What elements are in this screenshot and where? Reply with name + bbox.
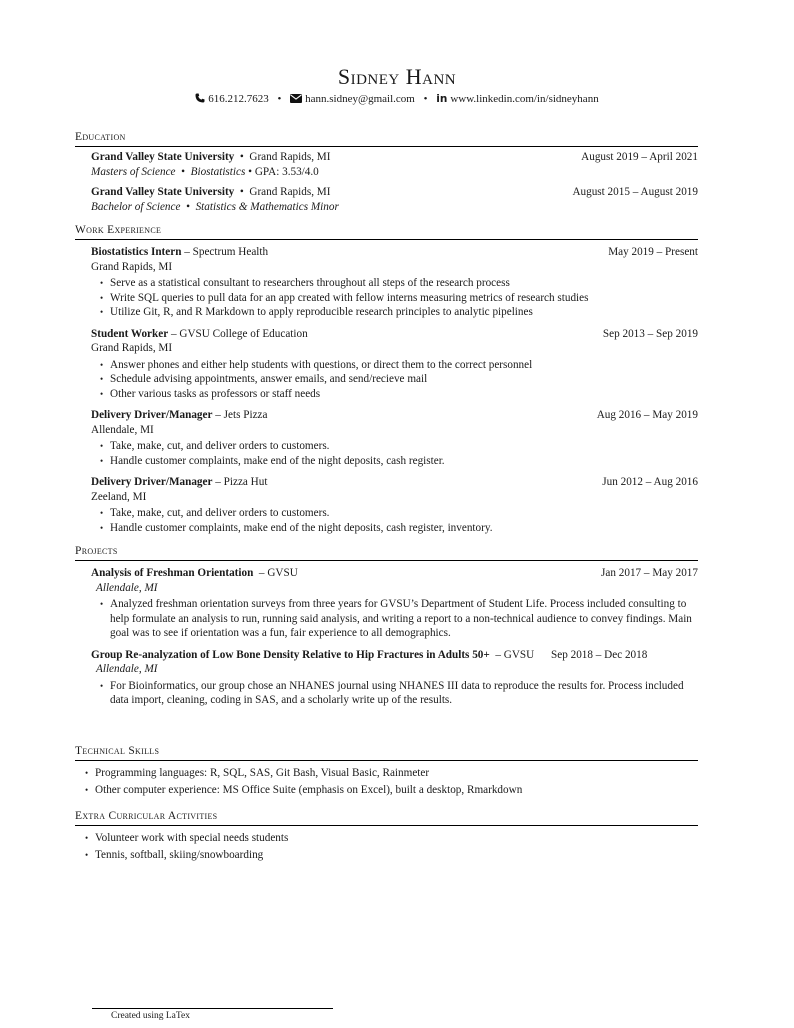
list-item: • Tennis, softball, skiing/snowboarding <box>75 848 698 863</box>
education-entry: Grand Valley State University • Grand Rapids, MI August 2019 – April 2021 Masters of Science • Biostatistics • GPA: 3.53/4.0 <box>91 151 698 178</box>
list-item: • Schedule advising appointments, answer emails, and send/recieve mail <box>91 372 698 387</box>
job-location: Grand Rapids, MI <box>91 342 173 354</box>
separator: • <box>423 93 428 105</box>
list-item: • Volunteer work with special needs students <box>75 831 698 846</box>
project-entry: Analysis of Freshman Orientation – GVSU Jan 2017 – May 2017 Allendale, MI • Analyzed freshman orientation surveys from three years for GVSU’s Department of Student Life. Process included consulting to help formulate an analysis to run, running said analysis, and writing a report to a non-technical audience to convey findings. Main goal was to see if orientation was a fun, fair experience to all demographics. <box>91 566 698 641</box>
dates: Aug 2016 – May 2019 <box>596 409 698 421</box>
school-name: Grand Valley State University <box>91 151 235 163</box>
skills-list <box>75 766 698 797</box>
project-entry: Group Re-analyzation of Low Bone Density Relative to Hip Fractures in Adults 50+ – GVSU Sep 2018 – Dec 2018 Allendale, MI • For Bioinformatics, our group chose an NHANES journal using NHANES III data to reproduce the results for. Process included data import, cleaning, coding in SAS, and a scholarly write up of the results. <box>91 648 698 708</box>
list-item: • Other various tasks as professors or staff needs <box>91 387 698 402</box>
degree: Bachelor of Science <box>91 200 181 213</box>
job-role: Biostatistics Intern <box>91 246 182 258</box>
school-name: Grand Valley State University <box>91 186 235 198</box>
bullet-list <box>91 597 698 641</box>
project-org: GVSU <box>503 648 535 661</box>
employer: GVSU College of Education <box>179 327 308 340</box>
envelope-icon <box>290 92 302 106</box>
dates: Sep 2018 – Dec 2018 <box>551 648 648 661</box>
work-entry: Delivery Driver/Manager – Pizza Hut Jun 2012 – Aug 2016 Zeeland, MI • Take, make, cut, and deliver orders to customers. • Handle customer complaints, make end of the night deposits, cash register, inventory. <box>91 475 698 535</box>
dates: August 2019 – April 2021 <box>581 151 698 163</box>
job-role: Student Worker <box>91 327 169 340</box>
list-item: • For Bioinformatics, our group chose an NHANES journal using NHANES III data to reproduce the results for. Process included data import, cleaning, coding in SAS, and a scholarly write up of the results. <box>91 679 698 708</box>
job-location: Grand Rapids, MI <box>91 260 173 273</box>
dates: Jun 2012 – Aug 2016 <box>602 476 698 488</box>
list-item: • Write SQL queries to pull data for an app created with fellow interns measuring metrics of research studies <box>91 291 698 306</box>
list-item: • Take, make, cut, and deliver orders to customers. <box>91 439 698 454</box>
job-location: Allendale, MI <box>91 423 154 436</box>
field: Biostatistics <box>190 165 246 178</box>
list-item: • Other computer experience: MS Office Suite (emphasis on Excel), built a desktop, Rmarkdown <box>75 783 698 798</box>
activities-list <box>75 831 698 862</box>
degree: Masters of Science <box>91 165 176 178</box>
list-item: • Answer phones and either help students with questions, or direct them to the correct personnel <box>91 358 698 373</box>
education-section <box>75 131 698 214</box>
work-entry: Biostatistics Intern – Spectrum Health May 2019 – Present Grand Rapids, MI • Serve as a statistical consultant to researchers throughout all steps of the research process • Write SQL queries to pull data for an app created with fellow interns measuring metrics of research studies • Utilize Git, R, and R Markdown to apply reproducible research principles to analytic pipelines <box>91 245 698 320</box>
section-title: Work Experience <box>75 224 698 240</box>
skills-section <box>75 745 698 797</box>
bullet-list <box>91 276 698 320</box>
job-location: Zeeland, MI <box>91 490 147 503</box>
education-entry: Grand Valley State University • Grand Rapids, MI August 2015 – August 2019 Bachelor of Science • Statistics & Mathematics Minor <box>91 186 698 213</box>
bullet-list <box>91 358 698 402</box>
list-item: • Analyzed freshman orientation surveys from three years for GVSU’s Department of Student Life. Process included consulting to help formulate an analysis to run, running said analysis, and writing a report to a non-technical audience to convey findings. Main goal was to see if orientation was a fun, fair experience to all demographics. <box>91 597 698 641</box>
list-item: • Utilize Git, R, and R Markdown to apply reproducible research principles to analytic pipelines <box>91 305 698 320</box>
list-item: • Handle customer complaints, make end of the night deposits, cash register, inventory. <box>91 521 698 536</box>
job-role: Delivery Driver/Manager <box>91 409 213 421</box>
field: Statistics & Mathematics Minor <box>195 200 339 213</box>
contact-line <box>0 92 794 106</box>
section-title: Projects <box>75 545 698 561</box>
linkedin-icon: in <box>436 93 448 105</box>
list-item: • Handle customer complaints, make end of the night deposits, cash register. <box>91 454 698 469</box>
activities-section <box>75 810 698 862</box>
project-name: Group Re-analyzation of Low Bone Density Relative to Hip Fractures in Adults 50+ <box>91 648 490 661</box>
phone-number[interactable]: 616.212.7623 <box>208 93 269 105</box>
list-item: • Programming languages: R, SQL, SAS, Git Bash, Visual Basic, Rainmeter <box>75 766 698 781</box>
section-title: Extra Curricular Activities <box>75 810 698 826</box>
project-location: Allendale, MI <box>96 663 158 675</box>
dates: Sep 2013 – Sep 2019 <box>602 327 698 340</box>
school-location: Grand Rapids, MI <box>249 186 331 198</box>
dates: August 2015 – August 2019 <box>572 186 698 198</box>
list-item: • Serve as a statistical consultant to researchers throughout all steps of the research process <box>91 276 698 291</box>
section-title: Technical Skills <box>75 745 698 761</box>
project-org: GVSU <box>267 567 298 579</box>
footnote-rule <box>92 1008 333 1009</box>
employer: Spectrum Health <box>192 246 269 258</box>
projects-section <box>75 545 698 708</box>
section-title: Education <box>75 131 698 147</box>
bullet-list <box>91 679 698 708</box>
bullet-list <box>91 506 698 535</box>
dates: May 2019 – Present <box>608 246 698 258</box>
work-entry: Delivery Driver/Manager – Jets Pizza Aug 2016 – May 2019 Allendale, MI • Take, make, cut, and deliver orders to customers. • Handle customer complaints, make end of the night deposits, cash register. <box>91 408 698 468</box>
bullet-list <box>91 439 698 468</box>
job-role: Delivery Driver/Manager <box>91 476 213 488</box>
footnote: Created using LaTex <box>111 1011 191 1021</box>
work-section <box>75 224 698 535</box>
phone-icon <box>195 92 205 106</box>
project-name: Analysis of Freshman Orientation <box>91 567 254 579</box>
candidate-name: Sidney Hann <box>337 64 457 89</box>
project-location: Allendale, MI <box>96 581 158 594</box>
email-link[interactable]: hann.sidney@gmail.com <box>305 93 415 105</box>
employer: Pizza Hut <box>223 476 268 488</box>
work-entry: Student Worker – GVSU College of Education Sep 2013 – Sep 2019 Grand Rapids, MI • Answer phones and either help students with questions, or direct them to the correct personnel • Schedule advising appointments, answer emails, and send/recieve mail • Other various tasks as professors or staff needs <box>91 327 698 402</box>
employer: Jets Pizza <box>223 409 268 421</box>
dates: Jan 2017 – May 2017 <box>601 567 698 579</box>
separator: • <box>277 93 282 105</box>
school-location: Grand Rapids, MI <box>249 151 331 163</box>
gpa: GPA: 3.53/4.0 <box>254 165 319 178</box>
linkedin-link[interactable]: www.linkedin.com/in/sidneyhann <box>450 93 599 105</box>
list-item: • Take, make, cut, and deliver orders to customers. <box>91 506 698 521</box>
resume-header <box>0 64 794 106</box>
